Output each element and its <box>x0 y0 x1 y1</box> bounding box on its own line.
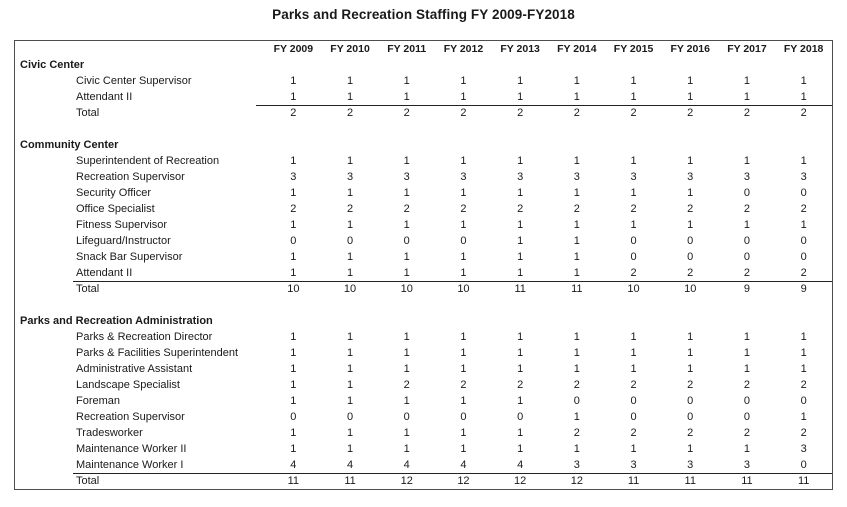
cell-value: 0 <box>800 394 807 407</box>
total-value: 2 <box>573 106 580 119</box>
cell-value: 1 <box>403 346 410 359</box>
cell-value: 1 <box>630 218 637 231</box>
cell-value: 2 <box>290 202 297 215</box>
cell-value: 0 <box>290 410 297 423</box>
row-label: Snack Bar Supervisor <box>76 251 183 263</box>
cell-value: 1 <box>573 154 580 167</box>
cell-value: 4 <box>346 458 354 471</box>
cell-value: 1 <box>517 186 524 199</box>
section-header-row <box>15 313 832 329</box>
cell-value: 2 <box>800 266 807 279</box>
cell-value: 1 <box>573 186 580 199</box>
row-label: Lifeguard/Instructor <box>76 235 171 247</box>
cell-value: 3 <box>743 170 750 183</box>
column-header: FY 2016 <box>670 42 710 55</box>
total-label: Total <box>76 475 100 487</box>
cell-value: 1 <box>800 154 807 167</box>
table-row <box>15 457 832 473</box>
cell-value: 1 <box>403 426 410 439</box>
cell-value: 2 <box>800 202 807 215</box>
cell-value: 1 <box>346 250 354 263</box>
cell-value: 2 <box>630 202 637 215</box>
cell-value: 1 <box>743 330 750 343</box>
cell-value: 2 <box>630 426 637 439</box>
cell-value: 1 <box>460 330 467 343</box>
cell-value: 1 <box>630 186 637 199</box>
cell-value: 0 <box>403 234 410 247</box>
cell-value: 4 <box>290 458 297 471</box>
cell-value: 1 <box>800 362 807 375</box>
cell-value: 1 <box>290 154 297 167</box>
cell-value: 2 <box>346 202 354 215</box>
total-value: 10 <box>287 282 300 295</box>
cell-value: 2 <box>687 266 694 279</box>
total-value: 11 <box>344 474 356 487</box>
total-value: 2 <box>290 106 297 119</box>
cell-value: 1 <box>290 330 297 343</box>
cell-value: 0 <box>743 410 750 423</box>
cell-value: 1 <box>687 154 694 167</box>
cell-value: 0 <box>800 250 807 263</box>
total-value: 2 <box>403 106 410 119</box>
total-value: 9 <box>800 282 807 295</box>
cell-value: 3 <box>800 442 807 455</box>
row-label: Recreation Supervisor <box>76 411 185 423</box>
cell-value: 4 <box>517 458 524 471</box>
row-label: Superintendent of Recreation <box>76 155 220 167</box>
cell-value: 1 <box>403 266 410 279</box>
row-label: Maintenance Worker I <box>76 459 184 471</box>
column-header: FY 2018 <box>783 42 824 55</box>
cell-value: 1 <box>346 362 354 375</box>
cell-value: 2 <box>403 202 410 215</box>
column-header: FY 2009 <box>273 42 314 55</box>
table-row <box>15 233 832 249</box>
cell-value: 0 <box>630 234 637 247</box>
cell-value: 1 <box>630 362 637 375</box>
column-header-row <box>15 41 832 57</box>
cell-value: 1 <box>460 362 467 375</box>
table-row <box>15 345 832 361</box>
cell-value: 1 <box>460 442 467 455</box>
cell-value: 0 <box>800 186 807 199</box>
cell-value: 1 <box>346 442 354 455</box>
cell-value: 1 <box>573 234 580 247</box>
cell-value: 1 <box>800 330 807 343</box>
cell-value: 0 <box>290 234 297 247</box>
section-header-row <box>15 137 832 153</box>
total-value: 11 <box>627 474 640 487</box>
cell-value: 1 <box>573 266 580 279</box>
cell-value: 1 <box>346 74 354 87</box>
total-row <box>15 281 832 297</box>
cell-value: 1 <box>687 442 694 455</box>
cell-value: 1 <box>517 234 524 247</box>
cell-value: 0 <box>403 410 410 423</box>
cell-value: 1 <box>517 346 524 359</box>
cell-value: 3 <box>290 170 297 183</box>
cell-value: 1 <box>460 154 467 167</box>
cell-value: 1 <box>460 186 467 199</box>
cell-value: 2 <box>573 202 580 215</box>
cell-value: 1 <box>460 250 467 263</box>
total-value: 12 <box>457 474 470 487</box>
cell-value: 0 <box>800 234 807 247</box>
total-value: 10 <box>627 282 640 295</box>
total-value: 2 <box>800 106 807 119</box>
cell-value: 4 <box>460 458 467 471</box>
cell-value: 1 <box>517 426 524 439</box>
row-label: Parks & Facilities Superintendent <box>76 347 239 359</box>
cell-value: 1 <box>290 426 297 439</box>
cell-value: 1 <box>630 90 637 103</box>
cell-value: 1 <box>687 90 694 103</box>
cell-value: 0 <box>573 394 580 407</box>
cell-value: 0 <box>460 234 467 247</box>
total-value: 2 <box>346 106 354 119</box>
total-value: 2 <box>460 106 467 119</box>
table-row <box>15 441 832 457</box>
cell-value: 1 <box>290 442 297 455</box>
cell-value: 1 <box>743 442 750 455</box>
row-label: Attendant II <box>76 267 133 279</box>
cell-value: 1 <box>290 362 297 375</box>
cell-value: 2 <box>573 378 580 391</box>
total-value: 2 <box>630 106 637 119</box>
cell-value: 1 <box>290 250 297 263</box>
cell-value: 0 <box>800 458 807 471</box>
cell-value: 0 <box>460 410 467 423</box>
cell-value: 1 <box>743 218 750 231</box>
cell-value: 0 <box>630 250 637 263</box>
cell-value: 1 <box>630 442 637 455</box>
row-label: Foreman <box>76 395 121 407</box>
column-header: FY 2011 <box>387 42 427 55</box>
table-row <box>15 153 832 169</box>
cell-value: 3 <box>573 458 580 471</box>
cell-value: 2 <box>687 426 694 439</box>
cell-value: 1 <box>460 90 467 103</box>
cell-value: 1 <box>346 378 354 391</box>
cell-value: 1 <box>630 346 637 359</box>
cell-value: 1 <box>573 346 580 359</box>
cell-value: 0 <box>630 410 637 423</box>
table-row <box>15 249 832 265</box>
cell-value: 2 <box>743 426 750 439</box>
cell-value: 1 <box>573 330 580 343</box>
cell-value: 1 <box>403 186 410 199</box>
cell-value: 3 <box>517 170 524 183</box>
cell-value: 2 <box>573 426 580 439</box>
cell-value: 3 <box>687 458 694 471</box>
row-label: Civic Center Supervisor <box>76 75 192 87</box>
cell-value: 1 <box>517 442 524 455</box>
cell-value: 2 <box>460 202 467 215</box>
cell-value: 1 <box>460 266 467 279</box>
table-row <box>15 73 832 89</box>
total-value: 10 <box>343 282 357 295</box>
spacer-row <box>15 121 832 137</box>
cell-value: 1 <box>290 218 297 231</box>
cell-value: 0 <box>687 234 694 247</box>
cell-value: 2 <box>743 378 750 391</box>
cell-value: 1 <box>460 74 467 87</box>
cell-value: 1 <box>687 330 694 343</box>
cell-value: 1 <box>630 154 637 167</box>
cell-value: 1 <box>517 394 524 407</box>
total-label: Total <box>76 107 100 119</box>
row-label: Administrative Assistant <box>76 363 193 375</box>
cell-value: 1 <box>687 74 694 87</box>
row-label: Tradesworker <box>76 427 143 439</box>
total-value: 2 <box>687 106 694 119</box>
cell-value: 1 <box>573 218 580 231</box>
row-label: Parks & Recreation Director <box>76 331 213 343</box>
total-value: 11 <box>571 282 583 295</box>
cell-value: 3 <box>403 170 410 183</box>
cell-value: 1 <box>290 394 297 407</box>
cell-value: 1 <box>517 218 524 231</box>
total-value: 10 <box>457 282 470 295</box>
table-row <box>15 377 832 393</box>
cell-value: 1 <box>517 154 524 167</box>
table-row <box>15 393 832 409</box>
cell-value: 1 <box>403 90 410 103</box>
cell-value: 0 <box>743 234 750 247</box>
cell-value: 0 <box>517 410 524 423</box>
table-row <box>15 409 832 425</box>
cell-value: 1 <box>517 90 524 103</box>
cell-value: 1 <box>403 218 410 231</box>
cell-value: 1 <box>800 90 807 103</box>
cell-value: 1 <box>460 218 467 231</box>
column-header: FY 2013 <box>500 42 540 55</box>
cell-value: 1 <box>403 154 410 167</box>
cell-value: 1 <box>743 362 750 375</box>
cell-value: 1 <box>630 330 637 343</box>
cell-value: 1 <box>630 74 637 87</box>
table-row <box>15 217 832 233</box>
cell-value: 3 <box>630 170 637 183</box>
cell-value: 2 <box>687 202 694 215</box>
cell-value: 1 <box>346 346 354 359</box>
column-header: FY 2017 <box>727 42 767 55</box>
cell-value: 1 <box>743 154 750 167</box>
cell-value: 1 <box>460 426 467 439</box>
cell-value: 0 <box>687 250 694 263</box>
total-value: 10 <box>684 282 697 295</box>
cell-value: 3 <box>346 170 354 183</box>
cell-value: 2 <box>460 378 467 391</box>
page-title: Parks and Recreation Staffing FY 2009-FY2018 <box>272 7 575 22</box>
cell-value: 2 <box>517 202 524 215</box>
cell-value: 1 <box>346 426 354 439</box>
cell-value: 1 <box>517 250 524 263</box>
section-header: Parks and Recreation Administration <box>20 315 213 327</box>
column-header: FY 2010 <box>330 42 370 55</box>
cell-value: 0 <box>743 250 750 263</box>
total-value: 12 <box>570 474 583 487</box>
total-value: 10 <box>400 282 413 295</box>
cell-value: 1 <box>403 442 410 455</box>
cell-value: 1 <box>346 186 354 199</box>
cell-value: 2 <box>743 266 750 279</box>
row-label: Attendant II <box>76 91 133 103</box>
cell-value: 1 <box>346 394 354 407</box>
cell-value: 1 <box>800 410 807 423</box>
row-label: Maintenance Worker II <box>76 443 187 455</box>
cell-value: 2 <box>687 378 694 391</box>
cell-value: 1 <box>573 74 580 87</box>
spacer-row <box>15 297 832 313</box>
cell-value: 1 <box>290 90 297 103</box>
cell-value: 1 <box>743 74 750 87</box>
cell-value: 1 <box>290 266 297 279</box>
cell-value: 3 <box>743 458 750 471</box>
total-value: 11 <box>514 282 526 295</box>
cell-value: 2 <box>630 266 637 279</box>
cell-value: 0 <box>630 394 637 407</box>
cell-value: 2 <box>800 426 807 439</box>
row-label: Recreation Supervisor <box>76 171 185 183</box>
cell-value: 1 <box>573 442 580 455</box>
cell-value: 1 <box>687 218 694 231</box>
cell-value: 3 <box>460 170 467 183</box>
cell-value: 1 <box>800 74 807 87</box>
cell-value: 3 <box>687 170 694 183</box>
cell-value: 1 <box>290 74 297 87</box>
cell-value: 1 <box>800 218 807 231</box>
cell-value: 1 <box>403 250 410 263</box>
table-row <box>15 329 832 345</box>
cell-value: 1 <box>403 330 410 343</box>
table-row <box>15 361 832 377</box>
cell-value: 1 <box>687 186 694 199</box>
row-label: Office Specialist <box>76 203 155 215</box>
table-row <box>15 169 832 185</box>
row-label: Landscape Specialist <box>76 379 180 391</box>
total-value: 12 <box>514 474 527 487</box>
column-header: FY 2014 <box>557 42 597 55</box>
table-row <box>15 265 832 281</box>
total-value: 2 <box>517 106 524 119</box>
total-value: 2 <box>743 106 750 119</box>
total-row <box>15 473 832 489</box>
staffing-table <box>14 40 833 490</box>
cell-value: 0 <box>743 394 750 407</box>
cell-value: 1 <box>517 266 524 279</box>
cell-value: 3 <box>573 170 580 183</box>
cell-value: 0 <box>346 410 354 423</box>
cell-value: 3 <box>630 458 637 471</box>
cell-value: 0 <box>687 394 694 407</box>
cell-value: 1 <box>687 346 694 359</box>
column-header: FY 2012 <box>443 42 484 55</box>
cell-value: 1 <box>800 346 807 359</box>
cell-value: 2 <box>800 378 807 391</box>
cell-value: 3 <box>800 170 807 183</box>
cell-value: 1 <box>460 394 467 407</box>
cell-value: 0 <box>687 410 694 423</box>
cell-value: 1 <box>573 90 580 103</box>
cell-value: 2 <box>403 378 410 391</box>
total-value: 11 <box>287 474 300 487</box>
cell-value: 1 <box>573 362 580 375</box>
cell-value: 1 <box>403 362 410 375</box>
cell-value: 1 <box>573 250 580 263</box>
total-row <box>15 105 832 121</box>
cell-value: 1 <box>403 394 410 407</box>
cell-value: 1 <box>403 74 410 87</box>
total-value: 11 <box>797 474 810 487</box>
cell-value: 1 <box>290 186 297 199</box>
total-value: 9 <box>743 282 750 295</box>
section-header: Civic Center <box>20 59 85 71</box>
table-row <box>15 185 832 201</box>
column-header: FY 2015 <box>613 42 654 55</box>
cell-value: 2 <box>743 202 750 215</box>
row-label: Fitness Supervisor <box>76 219 168 231</box>
cell-value: 1 <box>517 74 524 87</box>
cell-value: 1 <box>346 90 354 103</box>
cell-value: 1 <box>346 266 354 279</box>
total-value: 12 <box>400 474 413 487</box>
total-value: 11 <box>684 474 696 487</box>
row-label: Security Officer <box>76 187 151 199</box>
cell-value: 1 <box>517 330 524 343</box>
cell-value: 1 <box>460 346 467 359</box>
cell-value: 1 <box>687 362 694 375</box>
cell-value: 1 <box>573 410 580 423</box>
cell-value: 1 <box>517 362 524 375</box>
cell-value: 1 <box>290 378 297 391</box>
cell-value: 1 <box>743 346 750 359</box>
cell-value: 1 <box>290 346 297 359</box>
cell-value: 1 <box>346 330 354 343</box>
cell-value: 2 <box>630 378 637 391</box>
table-row <box>15 201 832 217</box>
cell-value: 1 <box>346 218 354 231</box>
total-label: Total <box>76 283 100 295</box>
table-row <box>15 89 832 105</box>
cell-value: 0 <box>346 234 354 247</box>
table-row <box>15 425 832 441</box>
cell-value: 0 <box>743 186 750 199</box>
cell-value: 2 <box>517 378 524 391</box>
cell-value: 1 <box>346 154 354 167</box>
section-header: Community Center <box>20 139 119 151</box>
cell-value: 4 <box>403 458 410 471</box>
section-header-row <box>15 57 832 73</box>
cell-value: 1 <box>743 90 750 103</box>
total-value: 11 <box>741 474 753 487</box>
